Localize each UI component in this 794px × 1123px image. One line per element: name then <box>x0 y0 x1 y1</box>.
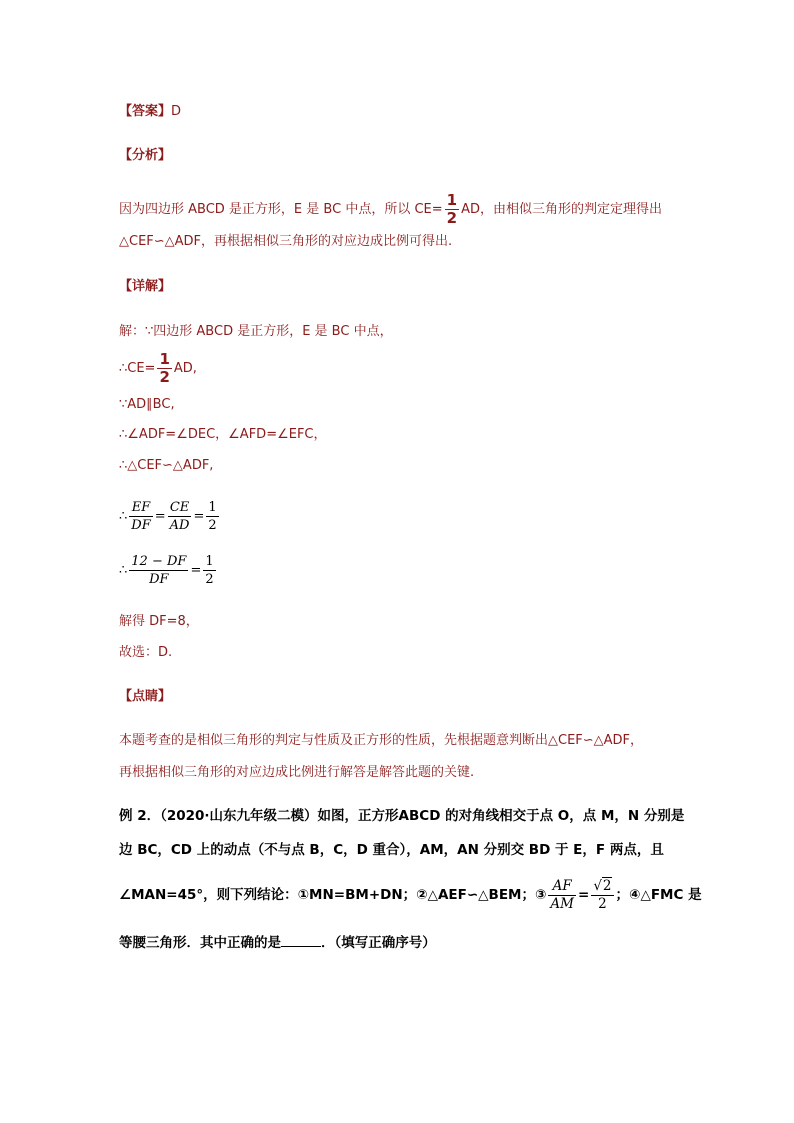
frac-num: 12 − DF <box>131 554 187 569</box>
frac-den: AD <box>169 518 190 533</box>
frac-den: DF <box>149 572 169 587</box>
detail-step-6: 解得 DF=8， <box>119 614 199 629</box>
frac-den: 2 <box>205 572 214 587</box>
answer-line <box>119 102 181 122</box>
step2-text-b: AD, <box>173 361 197 376</box>
comment-line-1: 本题考查的是相似三角形的判定与性质及正方形的性质，先根据题意判断出△CEF∽△ADF， <box>119 733 644 748</box>
analysis-line-2: △CEF∽△ADF，再根据相似三角形的对应边成比例可得出. <box>119 234 453 249</box>
example-line-2: 边 BC，CD 上的动点（不与点 B，C，D 重合），AM，AN 分别交 BD 于 E，F 两点，且 <box>119 842 664 858</box>
detail-tag-text: 【详解】 <box>119 279 172 294</box>
analysis-tag <box>119 146 171 166</box>
equals-sign: = <box>193 509 205 524</box>
analysis-tag-text: 【分析】 <box>119 148 172 163</box>
fraction-one-half-2 <box>157 351 171 386</box>
fraction-one-half-4 <box>203 553 215 588</box>
example-line3-text-b: ；④△FMC 是 <box>615 887 702 903</box>
equation-1 <box>119 494 221 540</box>
frac-num: EF <box>131 500 151 515</box>
therefore-symbol: ∴ <box>119 509 128 524</box>
frac-den: 2 <box>208 518 217 533</box>
detail-step-7: 故选：D. <box>119 645 173 660</box>
frac-num: 1 <box>205 554 214 569</box>
answer-tag: 【答案】 <box>119 104 172 119</box>
frac-den: 2 <box>598 895 607 912</box>
fraction-one-half-3 <box>206 499 218 534</box>
example-line3-text-a: ∠MAN=45°，则下列结论：①MN=BM+DN；②△AEF∽△BEM；③ <box>119 887 547 903</box>
analysis-line-1 <box>119 190 662 230</box>
fraction-ef-df <box>129 499 152 534</box>
equals-sign: = <box>154 509 166 524</box>
fraction-sqrt2-2 <box>591 878 613 913</box>
therefore-symbol: ∴ <box>119 563 128 578</box>
equation-2 <box>119 548 218 594</box>
example-line-1: 例 2．（2020·山东九年级二模）如图，正方形ABCD 的对角线相交于点 O，点 M，N 分别是 <box>119 808 685 824</box>
sqrt-symbol: √2 <box>593 877 612 894</box>
comment-tag <box>119 687 171 707</box>
radicand: 2 <box>602 877 612 894</box>
fraction-af-am <box>548 878 576 913</box>
detail-step-2 <box>119 350 197 388</box>
frac-den: AM <box>550 895 574 912</box>
frac-den: 2 <box>446 209 458 227</box>
detail-tag <box>119 277 171 297</box>
comment-line-2: 再根据相似三角形的对应边成比例进行解答是解答此题的关键. <box>119 765 475 780</box>
fraction-one-half <box>445 192 459 227</box>
equals-sign: = <box>578 887 590 903</box>
example-line-3 <box>119 872 702 918</box>
answer-blank[interactable] <box>281 932 321 947</box>
frac-num: 1 <box>159 350 170 368</box>
fraction-12-df <box>129 553 188 588</box>
comment-tag-text: 【点睛】 <box>119 689 172 704</box>
example-line-4 <box>119 932 436 953</box>
analysis-text-b: AD，由相似三角形的判定定理得出 <box>461 202 662 217</box>
example-line4-text-b: ．（填写正确序号） <box>321 935 436 951</box>
step2-text-a: ∴CE= <box>119 361 156 376</box>
frac-den: DF <box>131 518 151 533</box>
detail-step-3: ∵AD∥BC, <box>119 397 175 412</box>
fraction-ce-ad <box>168 499 192 534</box>
detail-step-5: ∴△CEF∽△ADF, <box>119 458 214 473</box>
example-line4-text-a: 等腰三角形．其中正确的是 <box>119 935 281 951</box>
frac-num: CE <box>169 500 190 515</box>
frac-num: 1 <box>446 191 458 209</box>
frac-num: 1 <box>208 500 217 515</box>
detail-step-1: 解：∵四边形 ABCD 是正方形，E 是 BC 中点， <box>119 324 393 339</box>
equals-sign: = <box>190 563 202 578</box>
analysis-text-a: 因为四边形 ABCD 是正方形，E 是 BC 中点，所以 CE= <box>119 202 443 217</box>
frac-den: 2 <box>159 368 170 386</box>
answer-value: D <box>171 104 182 119</box>
detail-step-4: ∴∠ADF=∠DEC，∠AFD=∠EFC， <box>119 427 327 442</box>
frac-num: AF <box>552 877 572 894</box>
